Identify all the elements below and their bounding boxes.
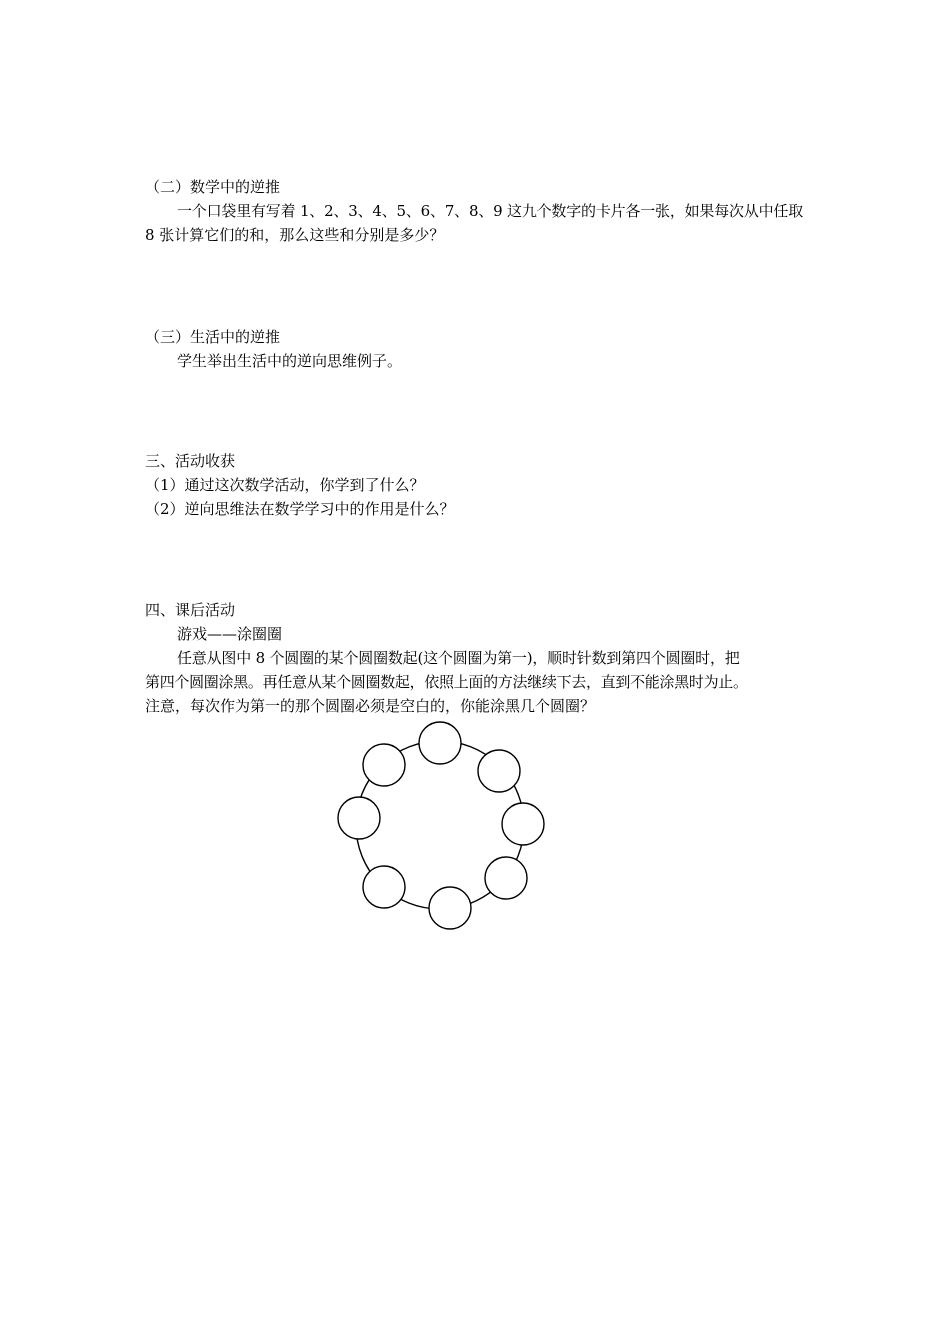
circle-bottom-right <box>485 857 527 899</box>
harvest-question-2: （2）逆向思维法在数学学习中的作用是什么？ <box>145 500 455 518</box>
circle-left <box>338 797 380 839</box>
game-rule-line3: 注意，每次作为第一的那个圆圈必须是空白的，你能涂黑几个圆圈？ <box>145 697 596 715</box>
section2-title: （二）数学中的逆推 <box>145 178 281 196</box>
section2-problem-line2: 8 张计算它们的和，那么这些和分别是多少？ <box>145 226 445 244</box>
circle-top-right <box>478 750 520 792</box>
circle-ring-diagram <box>325 715 560 940</box>
section2-problem-line1: 一个口袋里有写着 1、2、3、4、5、6、7、8、9 这九个数字的卡片各一张，如果每次从中任取 <box>177 202 804 220</box>
circle-top-left <box>363 744 405 786</box>
circle-top <box>419 722 461 764</box>
game-rule-line1: 任意从图中 8 个圆圈的某个圆圈数起(这个圆圈为第一)，顺时针数到第四个圆圈时，把 <box>177 649 740 667</box>
harvest-title: 三、活动收获 <box>145 452 236 470</box>
circle-bottom-left <box>363 866 405 908</box>
after-class-title: 四、课后活动 <box>145 601 236 619</box>
section3-title: （三）生活中的逆推 <box>145 328 281 346</box>
section3-prompt: 学生举出生活中的逆向思维例子。 <box>177 352 403 370</box>
circle-bottom <box>429 887 471 929</box>
game-title: 游戏——涂圈圈 <box>177 625 283 643</box>
game-rule-line2: 第四个圆圈涂黑。再任意从某个圆圈数起，依照上面的方法继续下去，直到不能涂黑时为止。 <box>145 673 748 691</box>
circle-right <box>502 803 544 845</box>
harvest-question-1: （1）通过这次数学活动，你学到了什么？ <box>145 476 425 494</box>
